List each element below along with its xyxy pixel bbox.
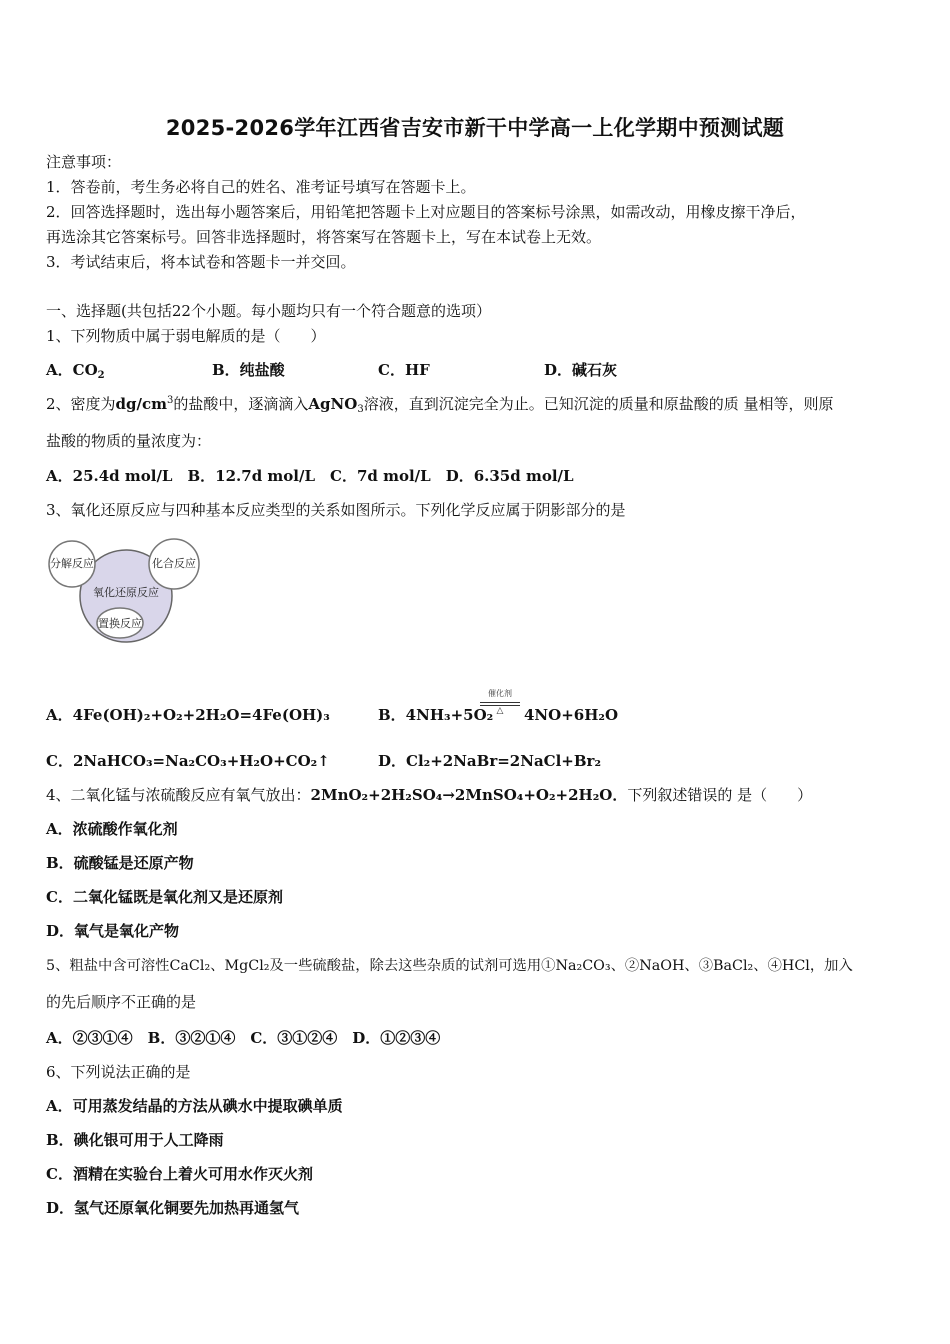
q3-stem: 3、氧化还原反应与四种基本反应类型的关系如图所示。下列化学反应属于阴影部分的是 bbox=[46, 501, 626, 519]
label-replacement: 置换反应 bbox=[98, 617, 142, 630]
q6-option-b: B．碘化银可用于人工降雨 bbox=[46, 1131, 224, 1149]
notice-item-1: 1．答卷前，考生务必将自己的姓名、准考证号填写在答题卡上。 bbox=[46, 178, 476, 196]
notice-item-2: 2．回答选择题时，选出每小题答案后，用铅笔把答题卡上对应题目的答案标号涂黑，如需改动，用橡皮擦干净后， bbox=[46, 203, 806, 221]
reaction-venn-diagram bbox=[44, 532, 204, 652]
q3-option-a: A．4Fe(OH)₂+O₂+2H₂O=4Fe(OH)₃ bbox=[46, 706, 330, 724]
q3-option-d: D．Cl₂+2NaBr=2NaCl+Br₂ bbox=[378, 752, 602, 770]
label-decomposition: 分解反应 bbox=[50, 557, 94, 570]
notice-item-2-cont: 再选涂其它答案标号。回答非选择题时，将答案写在答题卡上，写在本试卷上无效。 bbox=[46, 228, 602, 246]
q3-option-c: C．2NaHCO₃=Na₂CO₃+H₂O+CO₂↑ bbox=[46, 752, 330, 770]
q1-option-d: D．碱石灰 bbox=[544, 361, 618, 379]
catalyst-label: 催化剂 bbox=[488, 689, 512, 698]
section-heading: 一、选择题(共包括22个小题。每小题均只有一个符合题意的选项） bbox=[46, 302, 491, 320]
q5-stem: 5、粗盐中含可溶性CaCl₂、MgCl₂及一些硫酸盐，除去这些杂质的试剂可选用①Na₂CO₃、②NaOH、③BaCl₂、④HCl，加入 bbox=[46, 958, 853, 974]
q4-stem: 4、二氧化锰与浓硫酸反应有氧气放出：2MnO₂+2H₂SO₄→2MnSO₄+O₂+2H₂O．下列叙述错误的 是（ ） bbox=[46, 786, 813, 804]
q4-option-a: A．浓硫酸作氧化剂 bbox=[46, 820, 178, 838]
q6-option-a: A．可用蒸发结晶的方法从碘水中提取碘单质 bbox=[46, 1097, 343, 1115]
q3-option-b-left: B．4NH₃+5O₂ bbox=[378, 706, 494, 724]
q3-option-b-right: 4NO+6H₂O bbox=[524, 706, 619, 724]
heat-symbol: △ bbox=[496, 706, 504, 716]
q6-option-d: D．氢气还原氧化铜要先加热再通氢气 bbox=[46, 1199, 300, 1217]
page-title: 2025-2026学年江西省吉安市新干中学高一上化学期中预测试题 bbox=[165, 116, 785, 140]
notice-heading: 注意事项： bbox=[46, 153, 122, 171]
q1-option-c: C．HF bbox=[378, 361, 430, 379]
q4-option-d: D．氧气是氧化产物 bbox=[46, 922, 180, 940]
q1-option-b: B．纯盐酸 bbox=[212, 361, 285, 379]
q2-options: A．25.4d mol/L B．12.7d mol/L C．7d mol/L D．6.35d mol/L bbox=[46, 467, 574, 485]
q6-stem: 6、下列说法正确的是 bbox=[46, 1063, 191, 1081]
label-redox: 氧化还原反应 bbox=[93, 586, 159, 599]
equals-line-top bbox=[480, 702, 520, 703]
notice-item-3: 3．考试结束后，将本试卷和答题卡一并交回。 bbox=[46, 253, 356, 271]
label-combination: 化合反应 bbox=[152, 557, 196, 570]
q2-stem-line2: 盐酸的物质的量浓度为： bbox=[46, 432, 212, 450]
q1-stem: 1、下列物质中属于弱电解质的是（ ） bbox=[46, 327, 326, 345]
q4-option-c: C．二氧化锰既是氧化剂又是还原剂 bbox=[46, 888, 283, 906]
q6-option-c: C．酒精在实验台上着火可用水作灭火剂 bbox=[46, 1165, 313, 1183]
q1-option-a: A．$CO_2$ bbox=[46, 361, 105, 381]
q4-option-b: B．硫酸锰是还原产物 bbox=[46, 854, 194, 872]
q5-stem-line2: 的先后顺序不正确的是 bbox=[46, 993, 197, 1011]
q5-options: A．②③①④ B．③②①④ C．③①②④ D．①②③④ bbox=[46, 1029, 441, 1047]
q2-stem: 2、密度为$dg/cm^3$的盐酸中，逐滴滴入AgNO$_3$溶液，直到沉淀完全为止。已知沉淀的质量和原盐酸的质 量相等，则原 bbox=[46, 395, 834, 415]
catalyst-arrow bbox=[478, 688, 522, 722]
